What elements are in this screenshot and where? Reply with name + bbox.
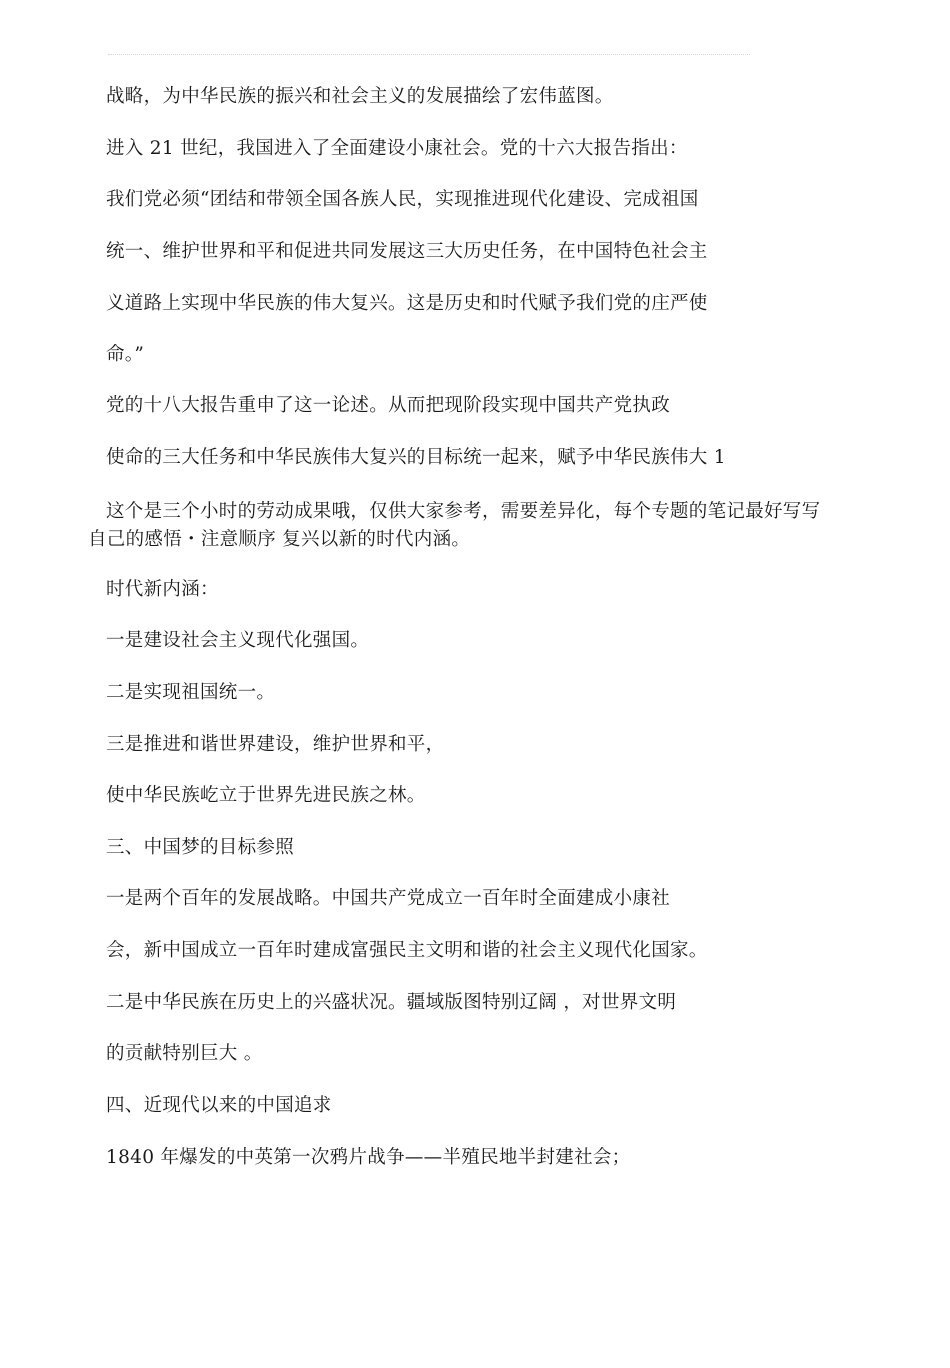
text-line: 我们党必须“团结和带领全国各族人民，实现推进现代化建设、完成祖国	[106, 189, 699, 210]
note-line: 这个是三个小时的劳动成果哦，仅供大家参考，需要差异化，每个专题的笔记最好写写	[106, 501, 821, 522]
list-item: 一是建设社会主义现代化强国。	[106, 630, 370, 651]
list-item: 二是实现祖国统一。	[106, 682, 276, 703]
section-heading: 三、中国梦的目标参照	[106, 837, 295, 858]
text-line: 义道路上实现中华民族的伟大复兴。这是历史和时代赋予我们党的庄严使	[106, 293, 708, 314]
text-line: 战略，为中华民族的振兴和社会主义的发展描绘了宏伟蓝图。	[106, 86, 614, 107]
text-line: 使中华民族屹立于世界先进民族之林。	[106, 785, 426, 806]
text-line: 命。”	[106, 344, 145, 365]
text-line: 党的十八大报告重申了这一论述。从而把现阶段实现中国共产党执政	[106, 395, 671, 416]
header-rule	[108, 54, 750, 55]
text-line: 二是中华民族在历史上的兴盛状况。疆域版图特别辽阔 ，对世界文明	[106, 992, 677, 1013]
text-line: 一是两个百年的发展战略。中国共产党成立一百年时全面建成小康社	[106, 888, 671, 909]
list-item: 三是推进和谐世界建设，维护世界和平，	[106, 734, 445, 755]
note-line: 自己的感悟・注意顺序 复兴以新的时代内涵。	[88, 529, 471, 550]
text-line: 1840 年爆发的中英第一次鸦片战争——半殖民地半封建社会；	[106, 1147, 631, 1168]
text-line: 进入 21 世纪，我国进入了全面建设小康社会。党的十六大报告指出：	[106, 138, 688, 159]
section-heading: 四、近现代以来的中国追求	[106, 1095, 332, 1116]
text-line: 统一、维护世界和平和促进共同发展这三大历史任务，在中国特色社会主	[106, 241, 708, 262]
author-note	[88, 498, 888, 554]
text-line: 的贡献特别巨大 。	[106, 1043, 263, 1064]
text-line: 使命的三大任务和中华民族伟大复兴的目标统一起来，赋予中华民族伟大 1	[106, 447, 726, 468]
section-heading: 时代新内涵：	[106, 579, 219, 600]
text-line: 会，新中国成立一百年时建成富强民主文明和谐的社会主义现代化国家。	[106, 940, 708, 961]
